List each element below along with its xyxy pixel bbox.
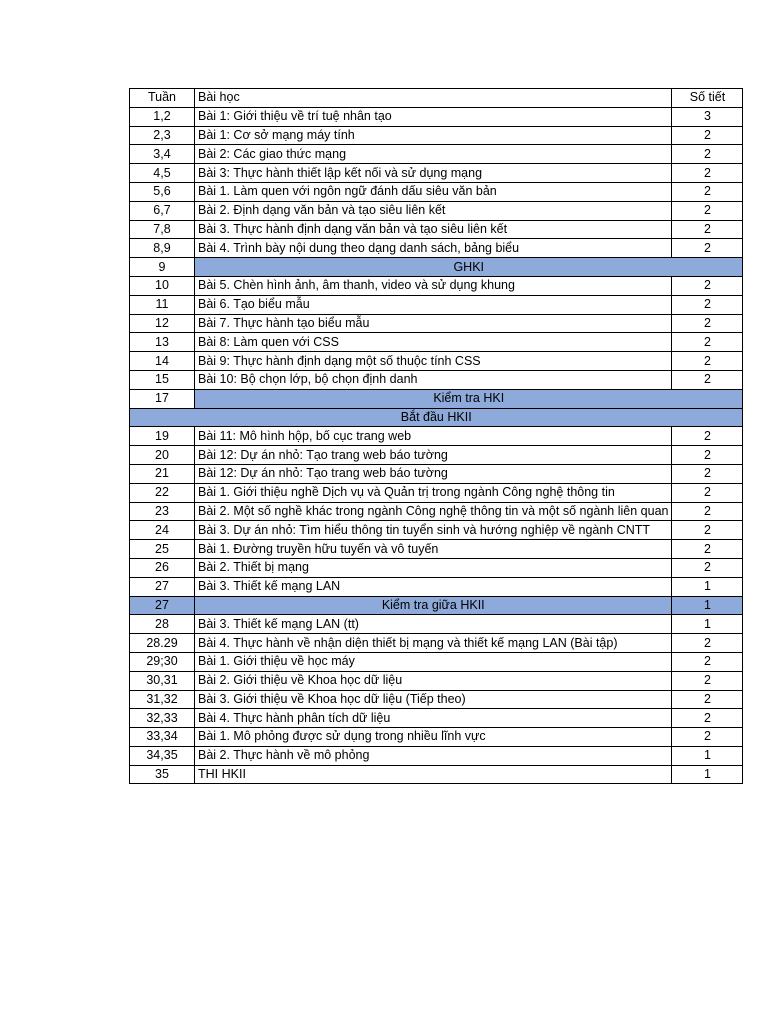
periods-cell[interactable]: 2 bbox=[672, 164, 743, 183]
week-cell[interactable]: 17 bbox=[130, 389, 195, 408]
lesson-cell[interactable]: Bài 4. Thực hành về nhận diện thiết bị mạng và thiết kế mạng LAN (Bài tập) bbox=[195, 634, 672, 653]
lesson-cell[interactable]: Bài 2. Giới thiệu về Khoa học dữ liệu bbox=[195, 671, 672, 690]
lesson-cell[interactable]: Bài 1. Làm quen với ngôn ngữ đánh dấu siêu văn bản bbox=[195, 182, 672, 201]
table-row bbox=[130, 671, 743, 690]
table-row bbox=[130, 446, 743, 465]
week-cell[interactable]: 32,33 bbox=[130, 709, 195, 728]
periods-cell[interactable]: 2 bbox=[672, 521, 743, 540]
table-row bbox=[130, 502, 743, 521]
table-row bbox=[130, 690, 743, 709]
periods-cell[interactable]: 2 bbox=[672, 728, 743, 747]
periods-cell[interactable]: 2 bbox=[672, 126, 743, 145]
exam-heading-cell[interactable]: GHKI bbox=[195, 258, 743, 277]
lesson-cell[interactable]: Bài 3. Thiết kế mạng LAN (tt) bbox=[195, 615, 672, 634]
periods-cell[interactable]: 2 bbox=[672, 540, 743, 559]
lesson-cell[interactable]: Bài 9: Thực hành định dạng một số thuộc tính CSS bbox=[195, 352, 672, 371]
lesson-cell[interactable]: Bài 2. Thực hành về mô phỏng bbox=[195, 746, 672, 765]
lesson-plan-table bbox=[129, 88, 743, 784]
lesson-cell[interactable]: Bài 6. Tạo biểu mẫu bbox=[195, 295, 672, 314]
periods-cell[interactable]: 2 bbox=[672, 182, 743, 201]
table-row bbox=[130, 615, 743, 634]
table-row bbox=[130, 295, 743, 314]
spreadsheet-sheet bbox=[129, 88, 743, 784]
week-cell[interactable]: 6,7 bbox=[130, 201, 195, 220]
periods-cell[interactable]: 2 bbox=[672, 652, 743, 671]
week-cell[interactable]: 2,3 bbox=[130, 126, 195, 145]
week-cell[interactable]: 15 bbox=[130, 370, 195, 389]
periods-cell[interactable]: 1 bbox=[672, 746, 743, 765]
table-row bbox=[130, 483, 743, 502]
week-cell[interactable]: 13 bbox=[130, 333, 195, 352]
periods-cell[interactable]: 2 bbox=[672, 502, 743, 521]
week-cell[interactable]: 26 bbox=[130, 558, 195, 577]
table-row bbox=[130, 709, 743, 728]
table-row bbox=[130, 107, 743, 126]
lesson-cell[interactable]: Bài 2. Định dạng văn bản và tạo siêu liên kết bbox=[195, 201, 672, 220]
table-row bbox=[130, 145, 743, 164]
periods-cell[interactable]: 2 bbox=[672, 295, 743, 314]
week-cell[interactable]: 1,2 bbox=[130, 107, 195, 126]
table-row bbox=[130, 352, 743, 371]
lesson-cell[interactable]: Bài 5. Chèn hình ảnh, âm thanh, video và sử dụng khung bbox=[195, 276, 672, 295]
periods-cell[interactable]: 3 bbox=[672, 107, 743, 126]
periods-cell[interactable]: 2 bbox=[672, 239, 743, 258]
table-row bbox=[130, 201, 743, 220]
week-cell[interactable]: 20 bbox=[130, 446, 195, 465]
week-cell[interactable]: 10 bbox=[130, 276, 195, 295]
week-cell[interactable]: 25 bbox=[130, 540, 195, 559]
table-row bbox=[130, 370, 743, 389]
week-cell[interactable]: 8,9 bbox=[130, 239, 195, 258]
lesson-cell[interactable]: Bài 1. Đường truyền hữu tuyến và vô tuyến bbox=[195, 540, 672, 559]
week-cell[interactable]: 7,8 bbox=[130, 220, 195, 239]
table-row bbox=[130, 540, 743, 559]
table-row bbox=[130, 182, 743, 201]
periods-cell[interactable]: 2 bbox=[672, 671, 743, 690]
periods-cell[interactable]: 2 bbox=[672, 314, 743, 333]
table-row bbox=[130, 333, 743, 352]
periods-cell[interactable]: 1 bbox=[672, 577, 743, 596]
week-cell[interactable]: 4,5 bbox=[130, 164, 195, 183]
periods-cell[interactable]: 2 bbox=[672, 220, 743, 239]
lesson-cell[interactable]: Bài 1. Giới thiệu về học máy bbox=[195, 652, 672, 671]
week-cell[interactable]: 30,31 bbox=[130, 671, 195, 690]
lesson-cell[interactable]: Bài 1: Giới thiệu về trí tuệ nhân tạo bbox=[195, 107, 672, 126]
week-cell[interactable]: 11 bbox=[130, 295, 195, 314]
periods-cell[interactable]: 2 bbox=[672, 370, 743, 389]
exam-heading-cell[interactable]: Kiểm tra HKI bbox=[195, 389, 743, 408]
lesson-cell[interactable]: Bài 3. Thực hành định dạng văn bản và tạo siêu liên kết bbox=[195, 220, 672, 239]
week-cell[interactable]: 19 bbox=[130, 427, 195, 446]
table-row bbox=[130, 521, 743, 540]
lesson-cell[interactable]: Bài 2. Một số nghề khác trong ngành Công nghệ thông tin và một số ngành liên quan bbox=[195, 502, 672, 521]
week-cell[interactable]: 27 bbox=[130, 596, 195, 615]
table-row bbox=[130, 258, 743, 277]
week-cell[interactable]: 12 bbox=[130, 314, 195, 333]
week-cell[interactable]: 31,32 bbox=[130, 690, 195, 709]
week-cell[interactable]: 14 bbox=[130, 352, 195, 371]
header-week[interactable]: Tuần bbox=[130, 89, 195, 108]
week-cell[interactable]: 5,6 bbox=[130, 182, 195, 201]
lesson-cell[interactable]: Bài 2: Các giao thức mạng bbox=[195, 145, 672, 164]
table-row bbox=[130, 126, 743, 145]
week-cell[interactable]: 35 bbox=[130, 765, 195, 784]
table-row bbox=[130, 728, 743, 747]
header-periods[interactable]: Số tiết bbox=[672, 89, 743, 108]
lesson-cell[interactable]: Bài 1. Giới thiệu nghề Dịch vụ và Quản trị trong ngành Công nghệ thông tin bbox=[195, 483, 672, 502]
periods-cell[interactable]: 2 bbox=[672, 276, 743, 295]
table-row bbox=[130, 220, 743, 239]
table-row bbox=[130, 652, 743, 671]
lesson-cell[interactable]: Bài 4. Thực hành phân tích dữ liệu bbox=[195, 709, 672, 728]
periods-cell[interactable]: 2 bbox=[672, 145, 743, 164]
periods-cell[interactable]: 2 bbox=[672, 427, 743, 446]
table-row bbox=[130, 427, 743, 446]
lesson-cell[interactable]: THI HKII bbox=[195, 765, 672, 784]
periods-cell[interactable]: 2 bbox=[672, 333, 743, 352]
periods-cell[interactable]: 2 bbox=[672, 446, 743, 465]
week-cell[interactable]: 28 bbox=[130, 615, 195, 634]
lesson-cell[interactable]: Bài 8: Làm quen với CSS bbox=[195, 333, 672, 352]
lesson-cell[interactable]: Bài 11: Mô hình hộp, bố cục trang web bbox=[195, 427, 672, 446]
lesson-cell[interactable]: Bài 1. Mô phỏng được sử dụng trong nhiều lĩnh vực bbox=[195, 728, 672, 747]
table-row bbox=[130, 314, 743, 333]
periods-cell[interactable]: 1 bbox=[672, 596, 743, 615]
week-cell[interactable]: 3,4 bbox=[130, 145, 195, 164]
lesson-cell[interactable]: Bài 3. Thiết kế mạng LAN bbox=[195, 577, 672, 596]
table-row bbox=[130, 408, 743, 427]
lesson-cell[interactable]: Bài 3: Thực hành thiết lập kết nối và sử dụng mạng bbox=[195, 164, 672, 183]
periods-cell[interactable]: 2 bbox=[672, 709, 743, 728]
periods-cell[interactable]: 2 bbox=[672, 464, 743, 483]
lesson-cell[interactable]: Bài 10: Bộ chọn lớp, bộ chọn định danh bbox=[195, 370, 672, 389]
lesson-cell[interactable]: Bài 12: Dự án nhỏ: Tạo trang web báo tường bbox=[195, 446, 672, 465]
table-row bbox=[130, 389, 743, 408]
week-cell[interactable]: 21 bbox=[130, 464, 195, 483]
table-row bbox=[130, 577, 743, 596]
lesson-cell[interactable]: Bài 4. Trình bày nội dung theo dạng danh sách, bảng biểu bbox=[195, 239, 672, 258]
lesson-cell[interactable]: Kiểm tra giữa HKII bbox=[195, 596, 672, 615]
table-row bbox=[130, 634, 743, 653]
periods-cell[interactable]: 2 bbox=[672, 352, 743, 371]
lesson-cell[interactable]: Bài 3. Giới thiệu về Khoa học dữ liệu (Tiếp theo) bbox=[195, 690, 672, 709]
table-row bbox=[130, 746, 743, 765]
table-row bbox=[130, 765, 743, 784]
section-heading-cell[interactable]: Bắt đầu HKII bbox=[130, 408, 743, 427]
lesson-cell[interactable]: Bài 2. Thiết bị mạng bbox=[195, 558, 672, 577]
table-row bbox=[130, 558, 743, 577]
week-cell[interactable]: 34,35 bbox=[130, 746, 195, 765]
periods-cell[interactable]: 2 bbox=[672, 690, 743, 709]
table-header-row bbox=[130, 89, 743, 108]
week-cell[interactable]: 29;30 bbox=[130, 652, 195, 671]
table-row bbox=[130, 239, 743, 258]
header-lesson[interactable]: Bài học bbox=[195, 89, 672, 108]
lesson-cell[interactable]: Bài 1: Cơ sở mạng máy tính bbox=[195, 126, 672, 145]
week-cell[interactable]: 9 bbox=[130, 258, 195, 277]
table-row bbox=[130, 596, 743, 615]
week-cell[interactable]: 24 bbox=[130, 521, 195, 540]
periods-cell[interactable]: 2 bbox=[672, 558, 743, 577]
table-row bbox=[130, 164, 743, 183]
week-cell[interactable]: 22 bbox=[130, 483, 195, 502]
periods-cell[interactable]: 1 bbox=[672, 615, 743, 634]
periods-cell[interactable]: 2 bbox=[672, 483, 743, 502]
week-cell[interactable]: 23 bbox=[130, 502, 195, 521]
lesson-cell[interactable]: Bài 7. Thực hành tạo biểu mẫu bbox=[195, 314, 672, 333]
periods-cell[interactable]: 2 bbox=[672, 201, 743, 220]
periods-cell[interactable]: 2 bbox=[672, 634, 743, 653]
table-row bbox=[130, 276, 743, 295]
lesson-cell[interactable]: Bài 12: Dự án nhỏ: Tạo trang web báo tường bbox=[195, 464, 672, 483]
table-row bbox=[130, 464, 743, 483]
week-cell[interactable]: 33,34 bbox=[130, 728, 195, 747]
periods-cell[interactable]: 1 bbox=[672, 765, 743, 784]
week-cell[interactable]: 27 bbox=[130, 577, 195, 596]
lesson-cell[interactable]: Bài 3. Dự án nhỏ: Tìm hiểu thông tin tuyển sinh và hướng nghiệp về ngành CNTT bbox=[195, 521, 672, 540]
week-cell[interactable]: 28.29 bbox=[130, 634, 195, 653]
